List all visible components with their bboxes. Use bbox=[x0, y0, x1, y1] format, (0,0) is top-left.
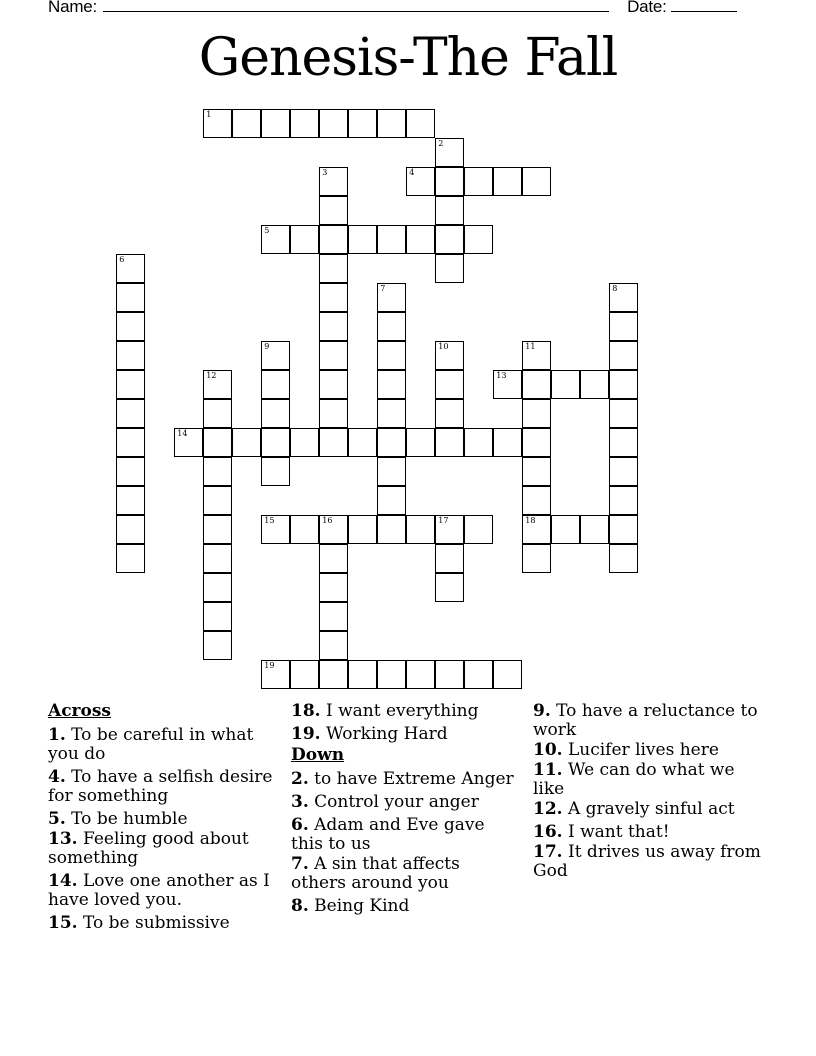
clue-number: 12. bbox=[533, 799, 563, 819]
clue-number: 18. bbox=[291, 701, 321, 721]
clue-down-17 bbox=[533, 843, 761, 881]
crossword-cell[interactable] bbox=[435, 341, 464, 370]
crossword-cell[interactable] bbox=[319, 515, 348, 544]
clue-text: to have Extreme Anger bbox=[314, 769, 514, 789]
crossword-cell[interactable] bbox=[261, 370, 290, 399]
crossword-cell[interactable] bbox=[203, 428, 232, 457]
clue-text: We can do what we like bbox=[533, 760, 735, 799]
crossword-cell[interactable] bbox=[290, 515, 319, 544]
crossword-cell[interactable] bbox=[203, 109, 232, 138]
crossword-cell[interactable] bbox=[203, 631, 232, 660]
crossword-cell[interactable] bbox=[203, 573, 232, 602]
clue-number: 1. bbox=[48, 725, 66, 745]
crossword-cell[interactable] bbox=[435, 573, 464, 602]
crossword-cell[interactable] bbox=[261, 515, 290, 544]
clue-text: Lucifer lives here bbox=[567, 740, 719, 760]
cell-number: 15 bbox=[264, 516, 275, 526]
crossword-cell[interactable] bbox=[290, 428, 319, 457]
crossword-cell[interactable] bbox=[580, 370, 609, 399]
crossword-cell[interactable] bbox=[319, 544, 348, 573]
clue-number: 10. bbox=[533, 740, 563, 760]
cell-number: 14 bbox=[177, 429, 188, 439]
clue-across-5 bbox=[48, 810, 276, 829]
cell-number: 12 bbox=[206, 371, 217, 381]
crossword-cell[interactable] bbox=[319, 631, 348, 660]
crossword-cell[interactable] bbox=[377, 428, 406, 457]
crossword-cell[interactable] bbox=[261, 109, 290, 138]
crossword-cell[interactable] bbox=[261, 428, 290, 457]
crossword-cell[interactable] bbox=[377, 486, 406, 515]
crossword-cell[interactable] bbox=[377, 399, 406, 428]
clue-text: Love one another as I have loved you. bbox=[48, 871, 270, 910]
crossword-cell[interactable] bbox=[377, 109, 406, 138]
crossword-cell[interactable] bbox=[377, 283, 406, 312]
crossword-cell[interactable] bbox=[377, 457, 406, 486]
clue-down-10 bbox=[533, 741, 761, 760]
clue-number: 3. bbox=[291, 792, 309, 812]
clue-down-11 bbox=[533, 761, 761, 799]
crossword-cell[interactable] bbox=[406, 225, 435, 254]
crossword-cell[interactable] bbox=[116, 312, 145, 341]
crossword-cell[interactable] bbox=[116, 370, 145, 399]
crossword-cell[interactable] bbox=[609, 399, 638, 428]
crossword-cell[interactable] bbox=[609, 370, 638, 399]
crossword-cell[interactable] bbox=[261, 457, 290, 486]
clue-text: To be submissive bbox=[82, 913, 230, 933]
cell-number: 16 bbox=[322, 516, 333, 526]
clue-down-3 bbox=[291, 793, 519, 812]
crossword-cell[interactable] bbox=[435, 515, 464, 544]
crossword-cell[interactable] bbox=[319, 196, 348, 225]
clue-text: It drives us away from God bbox=[533, 842, 761, 881]
cell-number: 6 bbox=[119, 255, 125, 265]
clue-number: 14. bbox=[48, 871, 78, 891]
crossword-cell[interactable] bbox=[377, 370, 406, 399]
cell-number: 3 bbox=[322, 168, 328, 178]
clue-number: 17. bbox=[533, 842, 563, 862]
clue-number: 19. bbox=[291, 724, 321, 744]
crossword-cell[interactable] bbox=[377, 515, 406, 544]
clue-text: A gravely sinful act bbox=[567, 799, 735, 819]
crossword-cell[interactable] bbox=[319, 428, 348, 457]
crossword-cell[interactable] bbox=[261, 225, 290, 254]
crossword-cell[interactable] bbox=[406, 660, 435, 689]
clue-text: Working Hard bbox=[325, 724, 448, 744]
clue-number: 6. bbox=[291, 815, 309, 835]
clue-across-18 bbox=[291, 702, 519, 721]
crossword-cell[interactable] bbox=[116, 486, 145, 515]
clue-text: Being Kind bbox=[314, 896, 410, 916]
clue-across-19 bbox=[291, 725, 519, 744]
crossword-cell[interactable] bbox=[522, 486, 551, 515]
crossword-cell[interactable] bbox=[261, 341, 290, 370]
cell-number: 19 bbox=[264, 661, 275, 671]
crossword-cell[interactable] bbox=[493, 660, 522, 689]
crossword-cell[interactable] bbox=[609, 544, 638, 573]
clue-down-9 bbox=[533, 702, 761, 740]
crossword-cell[interactable] bbox=[203, 602, 232, 631]
clue-text: To have a reluctance to work bbox=[533, 701, 758, 740]
clue-text: Control your anger bbox=[314, 792, 479, 812]
clue-text: I want that! bbox=[567, 822, 670, 842]
cell-number: 5 bbox=[264, 226, 270, 236]
clue-number: 7. bbox=[291, 854, 309, 874]
crossword-cell[interactable] bbox=[522, 399, 551, 428]
crossword-cell[interactable] bbox=[116, 428, 145, 457]
crossword-cell[interactable] bbox=[319, 283, 348, 312]
crossword-cell[interactable] bbox=[406, 515, 435, 544]
crossword-cell[interactable] bbox=[435, 544, 464, 573]
page-title: Genesis-The Fall bbox=[198, 28, 618, 88]
crossword-cell[interactable] bbox=[551, 515, 580, 544]
crossword-cell[interactable] bbox=[435, 370, 464, 399]
crossword-cell[interactable] bbox=[319, 602, 348, 631]
clue-text: To be humble bbox=[71, 809, 188, 829]
cell-number: 10 bbox=[438, 342, 449, 352]
crossword-cell[interactable] bbox=[406, 428, 435, 457]
crossword-cell[interactable] bbox=[493, 370, 522, 399]
clue-down-6 bbox=[291, 816, 519, 854]
crossword-cell[interactable] bbox=[377, 312, 406, 341]
clue-number: 4. bbox=[48, 767, 66, 787]
clue-text: A sin that affects others around you bbox=[291, 854, 460, 893]
crossword-cell[interactable] bbox=[116, 515, 145, 544]
crossword-cell[interactable] bbox=[116, 283, 145, 312]
clue-down-8 bbox=[291, 897, 519, 916]
cell-number: 9 bbox=[264, 342, 270, 352]
crossword-cell[interactable] bbox=[232, 428, 261, 457]
crossword-cell[interactable] bbox=[319, 109, 348, 138]
crossword-cell[interactable] bbox=[348, 109, 377, 138]
crossword-cell[interactable] bbox=[609, 283, 638, 312]
crossword-cell[interactable] bbox=[377, 341, 406, 370]
crossword-cell[interactable] bbox=[203, 457, 232, 486]
crossword-cell[interactable] bbox=[609, 428, 638, 457]
crossword-cell[interactable] bbox=[580, 515, 609, 544]
crossword-cell[interactable] bbox=[290, 225, 319, 254]
crossword-cell[interactable] bbox=[290, 109, 319, 138]
crossword-cell[interactable] bbox=[319, 167, 348, 196]
crossword-cell[interactable] bbox=[319, 254, 348, 283]
crossword-cell[interactable] bbox=[464, 660, 493, 689]
crossword-cell[interactable] bbox=[435, 254, 464, 283]
crossword-cell[interactable] bbox=[116, 399, 145, 428]
crossword-cell[interactable] bbox=[232, 109, 261, 138]
clue-across-15 bbox=[48, 914, 276, 933]
clue-number: 13. bbox=[48, 829, 78, 849]
crossword-cell[interactable] bbox=[377, 660, 406, 689]
crossword-cell[interactable] bbox=[609, 312, 638, 341]
clue-number: 8. bbox=[291, 896, 309, 916]
clue-column-2 bbox=[291, 702, 519, 920]
crossword-cell[interactable] bbox=[116, 341, 145, 370]
cell-number: 1 bbox=[206, 110, 212, 120]
crossword-cell[interactable] bbox=[319, 225, 348, 254]
cell-number: 4 bbox=[409, 168, 415, 178]
clue-number: 11. bbox=[533, 760, 563, 780]
crossword-cell[interactable] bbox=[116, 457, 145, 486]
crossword-cell[interactable] bbox=[435, 167, 464, 196]
crossword-cell[interactable] bbox=[203, 544, 232, 573]
clue-column-1 bbox=[48, 702, 276, 937]
crossword-cell[interactable] bbox=[551, 370, 580, 399]
crossword-cell[interactable] bbox=[522, 457, 551, 486]
crossword-cell[interactable] bbox=[203, 515, 232, 544]
crossword-cell[interactable] bbox=[522, 370, 551, 399]
crossword-cell[interactable] bbox=[464, 515, 493, 544]
crossword-cell[interactable] bbox=[609, 515, 638, 544]
clue-number: 16. bbox=[533, 822, 563, 842]
crossword-cell[interactable] bbox=[522, 544, 551, 573]
crossword-cell[interactable] bbox=[174, 428, 203, 457]
clue-number: 9. bbox=[533, 701, 551, 721]
crossword-cell[interactable] bbox=[319, 312, 348, 341]
crossword-cell[interactable] bbox=[406, 109, 435, 138]
name-label: Name: bbox=[48, 0, 98, 16]
crossword-cell[interactable] bbox=[435, 138, 464, 167]
crossword-cell[interactable] bbox=[319, 370, 348, 399]
crossword-cell[interactable] bbox=[406, 167, 435, 196]
clue-column-3 bbox=[533, 702, 761, 885]
crossword-cell[interactable] bbox=[377, 225, 406, 254]
crossword-cell[interactable] bbox=[464, 428, 493, 457]
cell-number: 8 bbox=[612, 284, 618, 294]
crossword-cell[interactable] bbox=[261, 399, 290, 428]
clue-down-7 bbox=[291, 855, 519, 893]
cell-number: 11 bbox=[525, 342, 536, 352]
crossword-cell[interactable] bbox=[609, 341, 638, 370]
crossword-cell[interactable] bbox=[348, 428, 377, 457]
clue-number: 2. bbox=[291, 769, 309, 789]
crossword-cell[interactable] bbox=[522, 428, 551, 457]
crossword-cell[interactable] bbox=[464, 167, 493, 196]
crossword-cell[interactable] bbox=[116, 254, 145, 283]
cell-number: 2 bbox=[438, 139, 444, 149]
crossword-cell[interactable] bbox=[435, 660, 464, 689]
crossword-cell[interactable] bbox=[493, 428, 522, 457]
clue-number: 15. bbox=[48, 913, 78, 933]
clue-across-14 bbox=[48, 872, 276, 910]
crossword-cell[interactable] bbox=[435, 399, 464, 428]
cell-number: 18 bbox=[525, 516, 536, 526]
crossword-cell[interactable] bbox=[435, 428, 464, 457]
clue-text: Feeling good about something bbox=[48, 829, 249, 868]
clue-text: To have a selfish desire for something bbox=[48, 767, 273, 806]
crossword-cell[interactable] bbox=[522, 341, 551, 370]
clue-down-16 bbox=[533, 823, 761, 842]
crossword-cell[interactable] bbox=[522, 515, 551, 544]
across-heading: Across bbox=[48, 701, 111, 721]
crossword-cell[interactable] bbox=[290, 660, 319, 689]
crossword-cell[interactable] bbox=[203, 399, 232, 428]
crossword-cell[interactable] bbox=[435, 196, 464, 225]
clue-text: Adam and Eve gave this to us bbox=[291, 815, 485, 854]
crossword-cell[interactable] bbox=[319, 399, 348, 428]
crossword-cell[interactable] bbox=[319, 660, 348, 689]
crossword-cell[interactable] bbox=[261, 660, 290, 689]
clue-text: To be careful in what you do bbox=[48, 725, 254, 764]
clue-across-13 bbox=[48, 830, 276, 868]
crossword-cell[interactable] bbox=[609, 457, 638, 486]
crossword-cell[interactable] bbox=[493, 167, 522, 196]
crossword-cell[interactable] bbox=[464, 225, 493, 254]
clue-across-1 bbox=[48, 726, 276, 764]
clue-down-2 bbox=[291, 770, 519, 789]
down-heading: Down bbox=[291, 745, 345, 765]
crossword-cell[interactable] bbox=[348, 515, 377, 544]
crossword-cell[interactable] bbox=[116, 544, 145, 573]
date-label: Date: bbox=[627, 0, 667, 16]
crossword-cell[interactable] bbox=[435, 225, 464, 254]
cell-number: 13 bbox=[496, 371, 507, 381]
clue-text: I want everything bbox=[325, 701, 479, 721]
cell-number: 17 bbox=[438, 516, 449, 526]
crossword-cell[interactable] bbox=[522, 167, 551, 196]
clue-down-12 bbox=[533, 800, 761, 819]
crossword-cell[interactable] bbox=[348, 660, 377, 689]
clue-number: 5. bbox=[48, 809, 66, 829]
crossword-cell[interactable] bbox=[319, 573, 348, 602]
cell-number: 7 bbox=[380, 284, 386, 294]
crossword-cell[interactable] bbox=[203, 370, 232, 399]
crossword-cell[interactable] bbox=[609, 486, 638, 515]
clue-across-4 bbox=[48, 768, 276, 806]
crossword-cell[interactable] bbox=[348, 225, 377, 254]
crossword-cell[interactable] bbox=[319, 341, 348, 370]
crossword-cell[interactable] bbox=[203, 486, 232, 515]
